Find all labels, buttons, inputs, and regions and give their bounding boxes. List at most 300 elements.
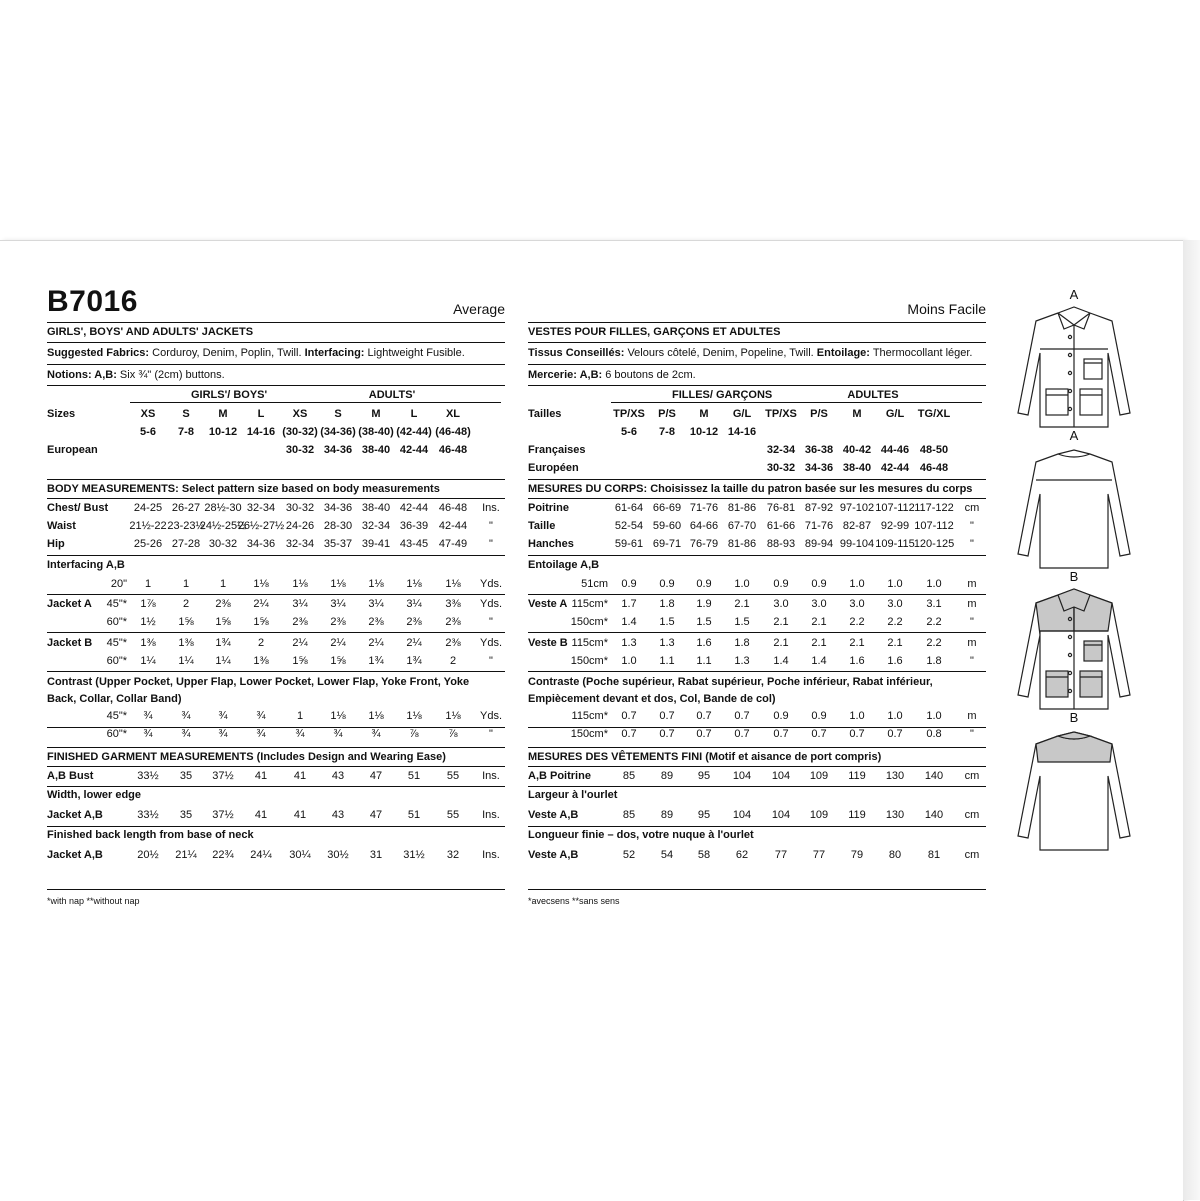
row-6-val-7: 2.1 [887, 637, 903, 649]
divider [47, 632, 505, 633]
row-unit-11: Ins. [482, 809, 500, 821]
size-sub-4: (30-32) [282, 426, 318, 438]
row-4-val-4: 3¼ [292, 598, 308, 610]
row-3-val-4: 0.9 [773, 578, 789, 590]
pattern-title: GIRLS', BOYS' AND ADULTS' JACKETS [47, 326, 254, 338]
row-7-val-3: 1.3 [734, 655, 750, 667]
row-10-val-0: 33½ [137, 770, 159, 782]
row-7-val-2: 1.1 [696, 655, 712, 667]
row-9-val-6: ¾ [371, 728, 381, 740]
row-6-val-2: 1¾ [215, 637, 231, 649]
divider [47, 889, 505, 890]
page-edge-shadow [1183, 240, 1200, 1200]
row-12-val-7: 31½ [403, 849, 425, 861]
view-a-front-drawing [1012, 303, 1136, 433]
divider [47, 479, 505, 480]
row-3-val-8: 1⅛ [445, 578, 461, 590]
row-5-val-2: 1⅝ [215, 616, 231, 628]
divider [47, 786, 505, 787]
sizes-label: Sizes [47, 408, 76, 420]
francaises-label: Françaises [528, 444, 586, 456]
european-size-7: 42-44 [399, 444, 429, 456]
size-7: L [410, 408, 418, 420]
row-2-val-7: 43-45 [399, 538, 429, 550]
european-size-4: 30-32 [285, 444, 315, 456]
divider [528, 747, 986, 748]
size-sub-7: (42-44) [396, 426, 432, 438]
row-10-val-6: 47 [369, 770, 383, 782]
row-4-val-6: 3¼ [368, 598, 384, 610]
section-heading-8: Contrast (Upper Pocket, Upper Flap, Lower Pocket, Lower Flap, Yoke Front, Yoke Back, Collar, Collar Band) [47, 676, 470, 705]
row-label-6: Veste B [528, 637, 568, 649]
row-12-val-8: 32 [446, 849, 460, 861]
row-3-val-6: 1⅛ [368, 578, 384, 590]
row-3-val-0: 1 [144, 578, 152, 590]
row-unit-12: Ins. [482, 849, 500, 861]
row-2-val-4: 88-93 [766, 538, 796, 550]
row-label-11: Veste A,B [528, 809, 579, 821]
row-5-val-8: 2.2 [926, 616, 942, 628]
footnote: *with nap **without nap [47, 896, 140, 906]
row-unit-1: " [489, 520, 493, 532]
row-7-val-7: 1.6 [887, 655, 903, 667]
row-5-val-5: 2⅜ [330, 616, 346, 628]
row-7-val-7: 1¾ [406, 655, 422, 667]
row-10-val-4: 41 [293, 770, 307, 782]
row-6-val-3: 2 [257, 637, 265, 649]
sizes-label: Tailles [528, 408, 562, 420]
row-6-val-1: 1.3 [659, 637, 675, 649]
row-11-val-8: 140 [924, 809, 944, 821]
row-10-val-7: 130 [885, 770, 905, 782]
body-measurements-heading: BODY MEASUREMENTS: Select pattern size based on body measurements [47, 483, 440, 495]
row-5-val-7: 2.2 [887, 616, 903, 628]
divider [47, 671, 505, 672]
row-0-val-6: 97-102 [839, 502, 875, 514]
european-size-8: 46-48 [919, 462, 949, 474]
row-7-val-0: 1¼ [140, 655, 156, 667]
row-width-3: 51cm [581, 578, 608, 590]
row-7-val-8: 1.8 [926, 655, 942, 667]
row-3-val-1: 1 [182, 578, 190, 590]
row-0-val-0: 24-25 [133, 502, 163, 514]
row-9-val-4: ¾ [295, 728, 305, 740]
divider [47, 555, 505, 556]
divider [528, 498, 986, 499]
row-label-2: Hanches [528, 538, 574, 550]
row-12-val-1: 54 [660, 849, 674, 861]
size-5: S [334, 408, 342, 420]
row-8-val-0: ¾ [143, 710, 153, 722]
row-10-val-3: 41 [254, 770, 268, 782]
row-unit-5: " [970, 616, 974, 628]
row-4-val-7: 3.0 [887, 598, 903, 610]
row-10-val-1: 35 [179, 770, 193, 782]
row-unit-4: Yds. [479, 598, 502, 610]
row-0-val-4: 76-81 [766, 502, 796, 514]
pattern-code: B7016 [47, 285, 138, 318]
row-2-val-8: 47-49 [438, 538, 468, 550]
divider [47, 594, 505, 595]
size-3: L [257, 408, 265, 420]
row-label-0: Poitrine [528, 502, 569, 514]
size-5: P/S [810, 408, 828, 420]
row-label-11: Jacket A,B [47, 809, 103, 821]
row-10-val-5: 109 [809, 770, 829, 782]
row-unit-1: " [970, 520, 974, 532]
row-0-val-3: 32-34 [246, 502, 276, 514]
row-unit-3: Yds. [479, 578, 502, 590]
row-width-7: 60"* [106, 655, 127, 667]
row-width-7: 150cm* [570, 655, 608, 667]
row-1-val-8: 107-112 [914, 520, 954, 532]
size-8: TG/XL [917, 408, 951, 420]
row-5-val-3: 1.5 [734, 616, 750, 628]
row-9-val-3: ¾ [256, 728, 266, 740]
row-10-val-2: 95 [697, 770, 711, 782]
row-5-val-6: 2⅜ [368, 616, 384, 628]
row-0-val-8: 46-48 [438, 502, 468, 514]
row-width-8: 115cm* [571, 710, 608, 722]
row-1-val-5: 71-76 [804, 520, 834, 532]
notions: Notions: A,B: Six ¾" (2cm) buttons. [47, 369, 225, 381]
row-10-val-8: 55 [446, 770, 460, 782]
francaises-size-6: 40-42 [842, 444, 872, 456]
francaises-size-4: 32-34 [766, 444, 796, 456]
view-b-front-drawing [1012, 585, 1136, 715]
row-label-0: Chest/ Bust [47, 502, 109, 514]
row-unit-2: " [489, 538, 493, 550]
body-measurements-heading: MESURES DU CORPS: Choisissez la taille du patron basée sur les mesures du corps [528, 483, 973, 495]
row-width-6: 115cm* [571, 637, 608, 649]
row-width-6: 45"* [106, 637, 127, 649]
row-7-val-8: 2 [449, 655, 457, 667]
row-0-val-1: 26-27 [171, 502, 201, 514]
row-0-val-2: 28½-30 [204, 502, 242, 514]
row-unit-9: " [970, 728, 974, 740]
row-7-val-6: 1¾ [368, 655, 384, 667]
row-4-val-1: 2 [182, 598, 190, 610]
row-width-5: 60"* [106, 616, 127, 628]
row-9-val-3: 0.7 [734, 728, 750, 740]
row-2-val-3: 34-36 [246, 538, 276, 550]
row-label-12: Jacket A,B [47, 849, 103, 861]
row-8-val-3: 0.7 [734, 710, 750, 722]
row-4-val-5: 3¼ [330, 598, 346, 610]
row-12-val-2: 22¾ [212, 849, 234, 861]
row-3-val-4: 1⅛ [292, 578, 308, 590]
row-9-val-5: 0.7 [811, 728, 827, 740]
row-1-val-6: 82-87 [842, 520, 872, 532]
row-label-1: Waist [47, 520, 76, 532]
finished-measurements-heading: FINISHED GARMENT MEASUREMENTS (Includes Design and Wearing Ease) [47, 751, 446, 763]
row-unit-7: " [970, 655, 974, 667]
row-10-val-4: 104 [771, 770, 791, 782]
row-1-val-4: 61-66 [766, 520, 796, 532]
group-underline [283, 402, 501, 403]
finished-measurements-heading: MESURES DES VÊTEMENTS FINI (Motif et aisance de port compris) [528, 751, 882, 763]
row-12-val-3: 24¼ [250, 849, 272, 861]
size-sub-5: (34-36) [320, 426, 356, 438]
divider [528, 766, 986, 767]
row-width-4: 45"* [106, 598, 127, 610]
suggested-fabrics-fr: Tissus Conseillés: Velours côtelé, Denim, Popeline, Twill. Entoilage: Thermocollant léger. [528, 347, 973, 359]
row-3-val-0: 0.9 [621, 578, 637, 590]
row-9-val-8: 0.8 [926, 728, 942, 740]
row-3-val-6: 1.0 [849, 578, 865, 590]
pattern-envelope-back [0, 240, 1184, 1201]
row-11-val-6: 47 [369, 809, 383, 821]
row-7-val-2: 1¼ [215, 655, 231, 667]
row-9-val-4: 0.7 [773, 728, 789, 740]
row-9-val-2: 0.7 [696, 728, 712, 740]
row-12-val-7: 80 [888, 849, 902, 861]
row-11-val-7: 51 [407, 809, 421, 821]
row-width-9: 150cm* [570, 728, 608, 740]
row-label-2: Hip [47, 538, 65, 550]
row-12-val-6: 79 [850, 849, 864, 861]
row-6-val-5: 2.1 [811, 637, 827, 649]
row-unit-10: Ins. [482, 770, 500, 782]
size-sub-2: 10-12 [208, 426, 238, 438]
row-9-val-0: ¾ [143, 728, 153, 740]
row-1-val-2: 64-66 [689, 520, 719, 532]
row-unit-5: " [489, 616, 493, 628]
size-7: G/L [885, 408, 905, 420]
row-label-1: Taille [528, 520, 556, 532]
row-9-val-7: 0.7 [887, 728, 903, 740]
row-5-val-1: 1⅝ [178, 616, 194, 628]
view-a-back-label: A [1069, 428, 1079, 443]
row-4-val-0: 1.7 [621, 598, 637, 610]
row-6-val-7: 2¼ [406, 637, 422, 649]
row-2-val-7: 109-115 [875, 538, 915, 550]
section-heading-12: Longueur finie – dos, votre nuque à l'ourlet [528, 829, 754, 841]
size-group-children: FILLES/ GARÇONS [672, 389, 773, 401]
size-sub-8: (46-48) [435, 426, 471, 438]
row-7-val-0: 1.0 [621, 655, 637, 667]
row-1-val-1: 23-23½ [167, 520, 205, 532]
size-4: XS [292, 408, 308, 420]
row-8-val-8: 1⅛ [445, 710, 461, 722]
row-unit-6: m [967, 637, 977, 649]
row-1-val-5: 28-30 [323, 520, 353, 532]
row-9-val-5: ¾ [333, 728, 343, 740]
row-12-val-8: 81 [927, 849, 941, 861]
section-heading-11: Largeur à l'ourlet [528, 789, 618, 801]
row-6-val-4: 2.1 [773, 637, 789, 649]
row-5-val-3: 1⅝ [253, 616, 269, 628]
row-9-val-1: ¾ [181, 728, 191, 740]
row-5-val-1: 1.5 [659, 616, 675, 628]
row-8-val-7: 1.0 [887, 710, 903, 722]
row-1-val-2: 24½-25½ [199, 520, 247, 532]
row-4-val-8: 3⅜ [445, 598, 461, 610]
row-0-val-1: 66-69 [652, 502, 682, 514]
row-6-val-0: 1.3 [621, 637, 637, 649]
row-8-val-1: ¾ [181, 710, 191, 722]
section-heading-8: Contraste (Poche supérieur, Rabat supérieur, Poche inférieur, Rabat inférieur, Empiècement devant et dos, Col, Bande de col) [528, 676, 933, 705]
row-1-val-8: 42-44 [438, 520, 468, 532]
row-2-val-1: 69-71 [652, 538, 682, 550]
row-1-val-3: 67-70 [727, 520, 757, 532]
row-5-val-4: 2⅜ [292, 616, 308, 628]
divider [528, 555, 986, 556]
row-unit-0: Ins. [482, 502, 500, 514]
view-b-back-label: B [1069, 710, 1079, 725]
row-5-val-2: 1.5 [696, 616, 712, 628]
row-0-val-3: 81-86 [727, 502, 757, 514]
size-8: XL [445, 408, 461, 420]
row-3-val-7: 1.0 [887, 578, 903, 590]
size-1: P/S [658, 408, 676, 420]
row-4-val-3: 2¼ [253, 598, 269, 610]
row-12-val-5: 77 [812, 849, 826, 861]
row-3-val-5: 1⅛ [330, 578, 346, 590]
row-8-val-3: ¾ [256, 710, 266, 722]
row-11-val-3: 41 [254, 809, 268, 821]
row-8-val-6: 1.0 [849, 710, 865, 722]
section-heading-12: Finished back length from base of neck [47, 829, 254, 841]
row-1-val-6: 32-34 [361, 520, 391, 532]
row-1-val-1: 59-60 [652, 520, 682, 532]
row-11-val-6: 119 [848, 809, 866, 821]
row-0-val-6: 38-40 [361, 502, 391, 514]
row-5-val-4: 2.1 [773, 616, 789, 628]
notions-fr: Mercerie: A,B: 6 boutons de 2cm. [528, 369, 696, 381]
size-group-adults: ADULTES [847, 389, 899, 401]
row-unit-2: " [970, 538, 974, 550]
row-label-4: Veste A [528, 598, 568, 610]
row-1-val-7: 92-99 [880, 520, 910, 532]
divider [528, 632, 986, 633]
row-2-val-2: 76-79 [689, 538, 719, 550]
francaises-size-8: 48-50 [919, 444, 949, 456]
size-sub-6: (38-40) [358, 426, 394, 438]
row-12-val-4: 30¼ [289, 849, 311, 861]
row-5-val-5: 2.1 [811, 616, 827, 628]
row-1-val-0: 21½-22 [129, 520, 167, 532]
row-10-val-2: 37½ [212, 770, 234, 782]
row-4-val-5: 3.0 [811, 598, 827, 610]
footnote: *avecsens **sans sens [528, 896, 620, 906]
row-3-val-2: 1 [219, 578, 227, 590]
size-0: TP/XS [613, 408, 645, 420]
divider [47, 498, 505, 499]
row-0-val-7: 107-112 [875, 502, 915, 514]
suggested-fabrics: Suggested Fabrics: Corduroy, Denim, Poplin, Twill. Interfacing: Lightweight Fusible. [47, 347, 465, 359]
row-unit-8: Yds. [479, 710, 502, 722]
row-3-val-5: 0.9 [811, 578, 827, 590]
european-size-8: 46-48 [438, 444, 468, 456]
row-12-val-0: 52 [622, 849, 636, 861]
difficulty-level: Average [453, 301, 505, 317]
row-width-5: 150cm* [570, 616, 608, 628]
row-4-val-2: 1.9 [696, 598, 712, 610]
size-sub-3: 14-16 [246, 426, 276, 438]
row-9-val-7: ⅞ [409, 728, 419, 740]
row-12-val-5: 30½ [327, 849, 349, 861]
view-a-back-drawing [1012, 444, 1136, 574]
size-6: M [852, 408, 862, 420]
size-sub-1: 7-8 [659, 426, 675, 438]
row-9-val-0: 0.7 [621, 728, 637, 740]
row-6-val-5: 2¼ [330, 637, 346, 649]
european-size-5: 34-36 [804, 462, 834, 474]
row-unit-0: cm [964, 502, 980, 514]
row-10-val-8: 140 [924, 770, 944, 782]
row-3-val-3: 1⅛ [253, 578, 269, 590]
row-11-val-4: 104 [771, 809, 791, 821]
size-4: TP/XS [765, 408, 797, 420]
row-4-val-1: 1.8 [659, 598, 675, 610]
row-8-val-4: 1 [296, 710, 304, 722]
row-6-val-6: 2¼ [368, 637, 384, 649]
row-11-val-0: 85 [622, 809, 636, 821]
size-2: M [699, 408, 709, 420]
row-11-val-7: 130 [885, 809, 905, 821]
row-6-val-6: 2.1 [849, 637, 865, 649]
row-0-val-4: 30-32 [285, 502, 315, 514]
row-unit-3: m [967, 578, 977, 590]
row-8-val-1: 0.7 [659, 710, 675, 722]
row-4-val-8: 3.1 [926, 598, 942, 610]
divider [528, 889, 986, 890]
size-6: M [371, 408, 381, 420]
row-7-val-5: 1⅝ [330, 655, 346, 667]
row-11-val-2: 37½ [212, 809, 234, 821]
row-8-val-0: 0.7 [621, 710, 637, 722]
divider [528, 671, 986, 672]
row-3-val-8: 1.0 [926, 578, 942, 590]
row-5-val-6: 2.2 [849, 616, 865, 628]
row-10-val-7: 51 [407, 770, 421, 782]
row-0-val-0: 61-64 [614, 502, 644, 514]
row-unit-4: m [967, 598, 977, 610]
row-4-val-7: 3¼ [406, 598, 422, 610]
row-1-val-4: 24-26 [285, 520, 315, 532]
european-size-4: 30-32 [766, 462, 796, 474]
row-3-val-7: 1⅛ [406, 578, 422, 590]
size-group-children: GIRLS'/ BOYS' [191, 389, 268, 401]
view-b-front-label: B [1069, 569, 1079, 584]
row-12-val-3: 62 [735, 849, 749, 861]
size-3: G/L [732, 408, 752, 420]
size-1: S [182, 408, 190, 420]
divider [528, 786, 986, 787]
row-0-val-7: 42-44 [399, 502, 429, 514]
francaises-size-7: 44-46 [880, 444, 910, 456]
row-2-val-5: 35-37 [323, 538, 353, 550]
row-0-val-8: 117-122 [914, 502, 954, 514]
row-10-val-5: 43 [331, 770, 345, 782]
row-1-val-0: 52-54 [614, 520, 644, 532]
row-0-val-5: 34-36 [323, 502, 353, 514]
row-2-val-8: 120-125 [913, 538, 955, 550]
row-4-val-6: 3.0 [849, 598, 865, 610]
row-unit-12: cm [964, 849, 980, 861]
row-0-val-5: 87-92 [804, 502, 834, 514]
row-8-val-2: ¾ [218, 710, 228, 722]
row-7-val-1: 1.1 [659, 655, 675, 667]
row-12-val-4: 77 [774, 849, 788, 861]
size-0: XS [140, 408, 156, 420]
section-heading-3: Entoilage A,B [528, 559, 600, 571]
row-6-val-8: 2.2 [926, 637, 942, 649]
row-12-val-0: 20½ [137, 849, 159, 861]
row-7-val-3: 1⅜ [253, 655, 269, 667]
row-11-val-5: 109 [809, 809, 829, 821]
